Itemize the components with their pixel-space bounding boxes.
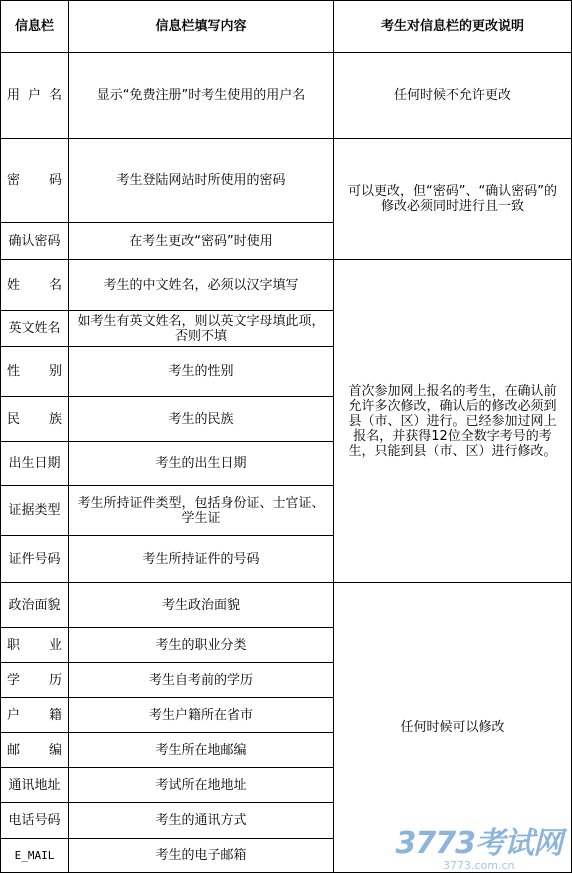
field-label: 通讯地址 <box>1 768 69 803</box>
field-label: 职业 <box>1 628 69 663</box>
field-label: 政治面貌 <box>1 583 69 628</box>
field-label: 邮编 <box>1 733 69 768</box>
field-content: 考生的民族 <box>69 397 334 442</box>
field-label: 学历 <box>1 663 69 698</box>
field-content: 考生的性别 <box>69 347 334 397</box>
header-field: 信息栏 <box>1 1 69 53</box>
field-label: 姓名 <box>1 260 69 311</box>
field-content: 考试所在地地址 <box>69 768 334 803</box>
field-label: 户籍 <box>1 698 69 733</box>
field-content: 考生登陆网站时所使用的密码 <box>69 139 334 223</box>
table-row <box>1 53 572 139</box>
field-label: 民族 <box>1 397 69 442</box>
field-content: 考生的中文姓名，必须以汉字填写 <box>69 260 334 311</box>
field-label: 用户名 <box>1 53 69 139</box>
change-note-username: 任何时候不允许更改 <box>334 53 572 139</box>
header-row <box>1 1 572 53</box>
field-content: 考生所在地邮编 <box>69 733 334 768</box>
field-label: 英文姓名 <box>1 311 69 347</box>
field-content: 考生自考前的学历 <box>69 663 334 698</box>
field-label: 性别 <box>1 347 69 397</box>
field-content: 考生的出生日期 <box>69 442 334 486</box>
field-label: 出生日期 <box>1 442 69 486</box>
field-content: 如考生有英文姓名，则以英文字母填此项，否则不填 <box>69 311 334 347</box>
field-content: 考生所持证件的号码 <box>69 536 334 583</box>
field-label: 证据类型 <box>1 486 69 536</box>
field-label: 确认密码 <box>1 223 69 260</box>
header-content: 信息栏填写内容 <box>69 1 334 53</box>
table-row <box>1 139 572 223</box>
watermark-logo-text: 3773考试网 <box>395 826 562 861</box>
watermark-url: 3773.com.cn <box>443 859 515 872</box>
field-content: 显示“免费注册”时考生使用的用户名 <box>69 53 334 139</box>
field-content: 考生政治面貌 <box>69 583 334 628</box>
change-note-identity: 首次参加网上报名的考生，在确认前允许多次修改，确认后的修改必须到县（市、区）进行。已经参加过网上报名，并获得12位全数字考号的考生，只能到县（市、区）进行修改。 <box>334 260 572 583</box>
table-row <box>1 583 572 628</box>
field-label: 密码 <box>1 139 69 223</box>
field-label: 电话号码 <box>1 803 69 839</box>
field-content: 考生的职业分类 <box>69 628 334 663</box>
change-note-contact: 任何时候可以修改 <box>334 583 572 873</box>
header-change-note: 考生对信息栏的更改说明 <box>334 1 572 53</box>
field-content: 考生户籍所在省市 <box>69 698 334 733</box>
field-content: 考生的通讯方式 <box>69 803 334 839</box>
table-row <box>1 260 572 311</box>
field-label: E_MAIL <box>1 839 69 873</box>
change-note-password: 可以更改，但“密码”、“确认密码”的修改必须同时进行且一致 <box>334 139 572 260</box>
field-label: 证件号码 <box>1 536 69 583</box>
field-content: 考生的电子邮箱 <box>69 839 334 873</box>
field-content: 在考生更改“密码”时使用 <box>69 223 334 260</box>
field-content: 考生所持证件类型，包括身份证、士官证、学生证 <box>69 486 334 536</box>
